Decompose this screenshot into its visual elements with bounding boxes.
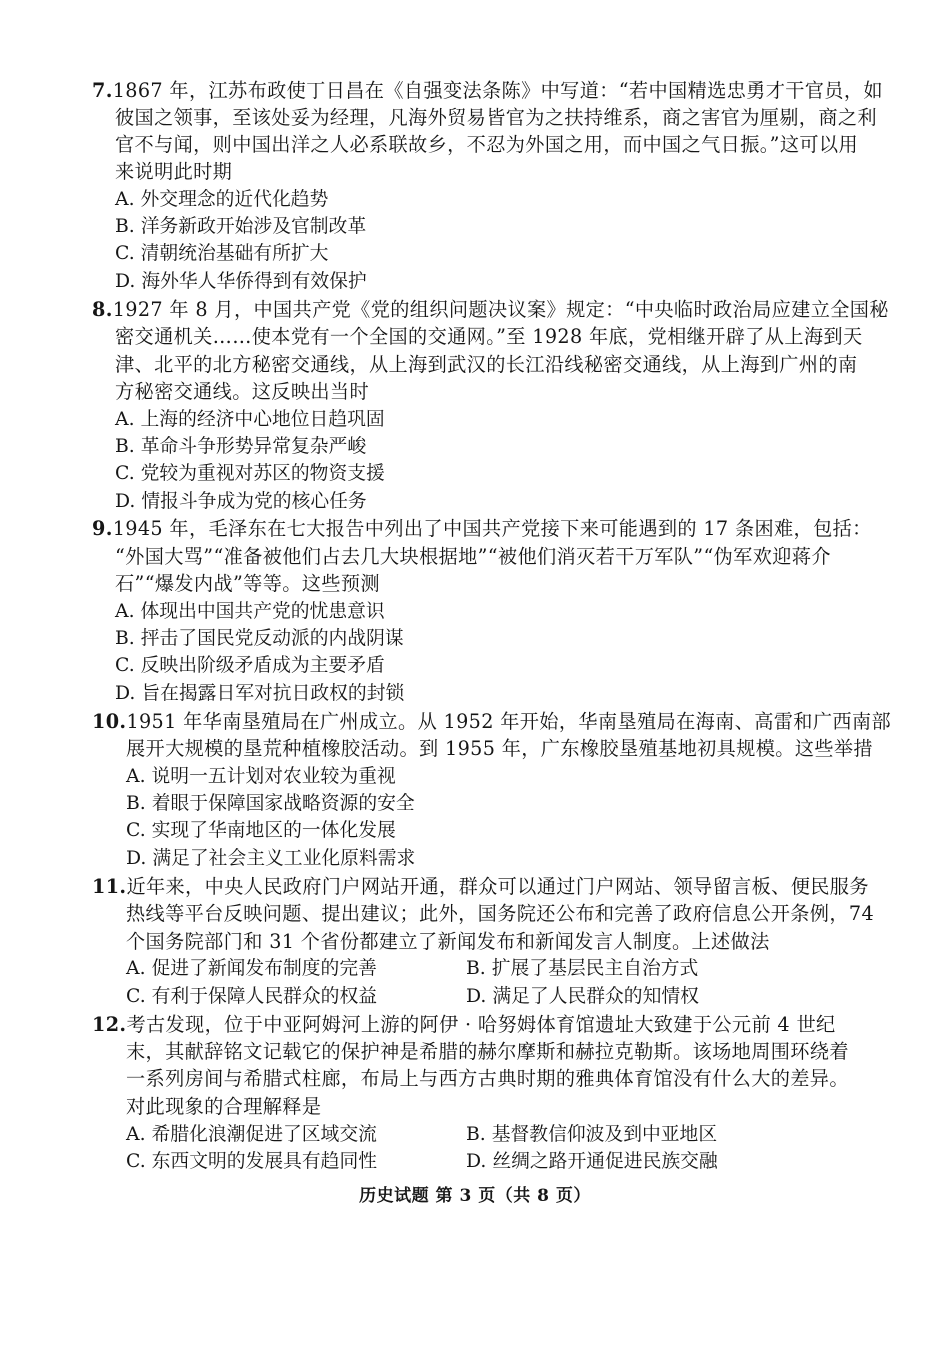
option-d: D. 满足了人民群众的知情权 bbox=[466, 986, 699, 1007]
question-stem-line: 官不与闻，则中国出洋之人必系联故乡，不忍为外国之用，而中国之气日振。”这可以用 bbox=[115, 133, 858, 156]
question-stem-line: 对此现象的合理解释是 bbox=[126, 1095, 322, 1118]
question-number: 10. bbox=[92, 710, 127, 733]
question-stem-line: 津、北平的北方秘密交通线，从上海到武汉的长江沿线秘密交通线，从上海到广州的南 bbox=[115, 353, 858, 376]
question-stem-line: 方秘密交通线。这反映出当时 bbox=[115, 380, 369, 403]
question-stem-line: 密交通机关……使本党有一个全国的交通网。”至 1928 年底，党相继开辟了从上海到天 bbox=[115, 325, 863, 348]
question-number: 11. bbox=[92, 875, 127, 898]
option-b: B. 革命斗争形势异常复杂严峻 bbox=[115, 436, 367, 457]
option-a: A. 希腊化浪潮促进了区域交流 bbox=[126, 1124, 377, 1145]
option-c: C. 有利于保障人民群众的权益 bbox=[126, 986, 378, 1007]
option-d: D. 海外华人华侨得到有效保护 bbox=[115, 271, 367, 292]
question-stem-line: “外国大骂”“准备被他们占去几大块根据地”“被他们消灭若干万军队”“伪军欢迎蒋介 bbox=[115, 545, 831, 568]
question-stem-line: 末，其献辞铭文记载它的保护神是希腊的赫尔摩斯和赫拉克勒斯。该场地周围环绕着 bbox=[126, 1040, 849, 1063]
option-a: A. 外交理念的近代化趋势 bbox=[115, 189, 329, 210]
question-stem-line: 石”“爆发内战”等等。这些预测 bbox=[115, 572, 380, 595]
option-b: B. 抨击了国民党反动派的内战阴谋 bbox=[115, 628, 404, 649]
option-a: A. 体现出中国共产党的忧患意识 bbox=[115, 601, 385, 622]
option-a: A. 上海的经济中心地位日趋巩固 bbox=[115, 409, 385, 430]
question-stem-line: 热线等平台反映问题、提出建议；此外，国务院还公布和完善了政府信息公开条例，74 bbox=[126, 902, 875, 925]
option-d: D. 丝绸之路开通促进民族交融 bbox=[466, 1151, 718, 1172]
question-stem-line: 彼国之领事，至该处妥为经理，凡海外贸易皆官为之扶持维系，商之害官为厘剔，商之利 bbox=[115, 106, 877, 129]
option-b: B. 着眼于保障国家战略资源的安全 bbox=[126, 793, 415, 814]
option-b: B. 洋务新政开始涉及官制改革 bbox=[115, 216, 367, 237]
question-stem-line: 11.近年来，中央人民政府门户网站开通，群众可以通过门户网站、领导留言板、便民服务 bbox=[92, 875, 869, 898]
question-stem-line: 展开大规模的垦荒种植橡胶活动。到 1955 年，广东橡胶垦殖基地初具规模。这些举措 bbox=[126, 737, 873, 760]
question-stem-line: 9.1945 年，毛泽东在七大报告中列出了中国共产党接下来可能遇到的 17 条困难，包括： bbox=[92, 517, 872, 540]
option-d: D. 满足了社会主义工业化原料需求 bbox=[126, 848, 416, 869]
question-number: 12. bbox=[92, 1013, 127, 1036]
option-c: C. 清朝统治基础有所扩大 bbox=[115, 243, 329, 264]
question-stem-line: 来说明此时期 bbox=[115, 160, 233, 183]
question-stem-line: 7.1867 年，江苏布政使丁日昌在《自强变法条陈》中写道：“若中国精选忠勇才干官员，如 bbox=[92, 79, 883, 102]
question-stem-line: 8.1927 年 8 月，中国共产党《党的组织问题决议案》规定：“中央临时政治局应建立全国秘 bbox=[92, 298, 889, 321]
question-number: 8. bbox=[92, 298, 113, 321]
question-stem-line: 10.1951 年华南垦殖局在广州成立。从 1952 年开始，华南垦殖局在海南、高雷和广西南部 bbox=[92, 710, 891, 733]
option-c: C. 反映出阶级矛盾成为主要矛盾 bbox=[115, 655, 385, 676]
question-stem-line: 一系列房间与希腊式柱廊，布局上与西方古典时期的雅典体育馆没有什么大的差异。 bbox=[126, 1067, 849, 1090]
question-stem-line: 个国务院部门和 31 个省份都建立了新闻发布和新闻发言人制度。上述做法 bbox=[126, 930, 770, 953]
question-stem-line: 12.考古发现，位于中亚阿姆河上游的阿伊 · 哈努姆体育馆遗址大致建于公元前 4 世纪 bbox=[92, 1013, 836, 1036]
question-number: 9. bbox=[92, 517, 113, 540]
option-c: C. 实现了华南地区的一体化发展 bbox=[126, 820, 396, 841]
option-a: A. 说明一五计划对农业较为重视 bbox=[126, 766, 396, 787]
option-d: D. 旨在揭露日军对抗日政权的封锁 bbox=[115, 683, 405, 704]
page-footer: 历史试题 第 3 页（共 8 页） bbox=[359, 1186, 591, 1206]
option-c: C. 党较为重视对苏区的物资支援 bbox=[115, 463, 385, 484]
option-a: A. 促进了新闻发布制度的完善 bbox=[126, 958, 377, 979]
option-b: B. 基督教信仰波及到中亚地区 bbox=[466, 1124, 718, 1145]
option-c: C. 东西文明的发展具有趋同性 bbox=[126, 1151, 378, 1172]
question-number: 7. bbox=[92, 79, 113, 102]
option-b: B. 扩展了基层民主自治方式 bbox=[466, 958, 699, 979]
option-d: D. 情报斗争成为党的核心任务 bbox=[115, 491, 367, 512]
